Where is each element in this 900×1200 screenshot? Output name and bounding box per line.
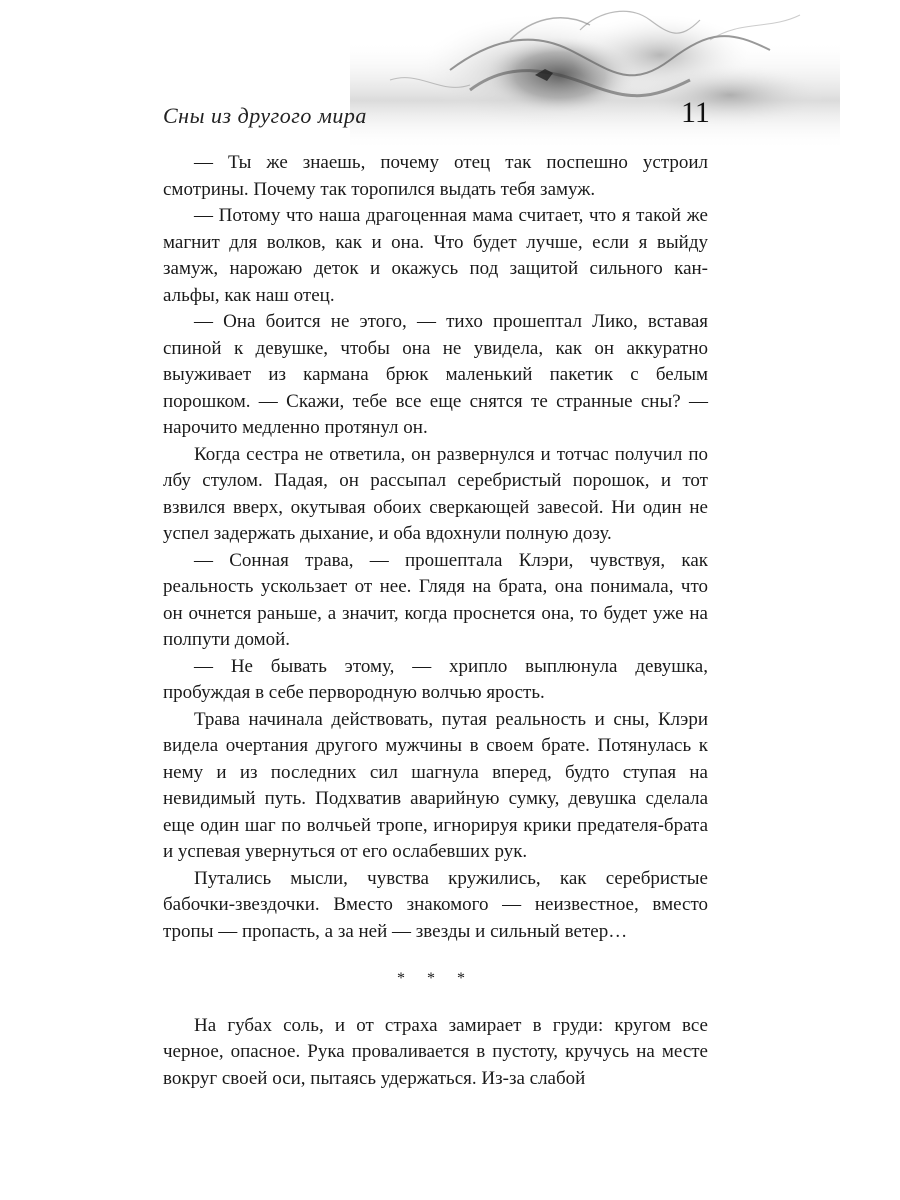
ink-smoke-dragon-icon — [330, 0, 840, 160]
paragraph: Трава начинала действовать, путая реальность и сны, Клэри видела очертания другого мужчины в своем брате. Потянулась к нему и из последних сил шагнула вперед, будто ступая на невидимый путь. Подхватив аварийную сумку, девушка сделала еще один шаг по волчьей тропе, игнорируя крики предателя-брата и успевая увернуться от его ослабевших рук. — [163, 708, 708, 862]
paragraph: — Она боится не этого, — тихо прошептал Лико, вставая спиной к девушке, чтобы она не увидела, как он аккуратно выуживает из кармана брюк маленький пакетик с белым порошком. — Скажи, тебе все еще снятся те странные сны? — нарочито медленно протянул он. — [163, 311, 708, 438]
section-separator: * * * — [397, 970, 474, 987]
body-text — [163, 150, 708, 1092]
page-number: 11 — [681, 96, 710, 129]
paragraph: Когда сестра не ответила, он развернулся и тотчас получил по лбу стулом. Падая, он рассыпал серебристый порошок, и тот взвился вверх, окутывая обоих сверкающей завесой. Ни один не успел задержать дыхание, и оба вдохнули полную дозу. — [163, 443, 708, 544]
paragraph: — Не бывать этому, — хрипло выплюнула девушка, пробуждая в себе первородную волчью ярость. — [163, 655, 708, 703]
paragraph: — Ты же знаешь, почему отец так поспешно устроил смотрины. Почему так торопился выдать тебя замуж. — [163, 152, 708, 200]
paragraph: — Сонная трава, — прошептала Клэри, чувствуя, как реальность ускользает от нее. Глядя на брата, она понимала, что он очнется раньше, а значит, когда проснется она, то будет уже на полпути домой. — [163, 549, 708, 650]
paragraph: Путались мысли, чувства кружились, как серебристые бабочки-звездочки. Вместо знакомого — неизвестное, вместо тропы — пропасть, а за ней — звезды и сильный ветер… — [163, 867, 708, 942]
page-header — [0, 0, 900, 160]
paragraph: — Потому что наша драгоценная мама считает, что я такой же магнит для волков, как и она. Что будет лучше, если я выйду замуж, нарожаю деток и окажусь под защитой сильного кан-альфы, как наш отец. — [163, 205, 708, 306]
paragraph: На губах соль, и от страха замирает в груди: кругом все черное, опасное. Рука проваливается в пустоту, кручусь на месте вокруг своей оси, пытаясь удержаться. Из-за слабой — [163, 1014, 708, 1089]
running-title: Сны из другого мира — [163, 103, 367, 128]
